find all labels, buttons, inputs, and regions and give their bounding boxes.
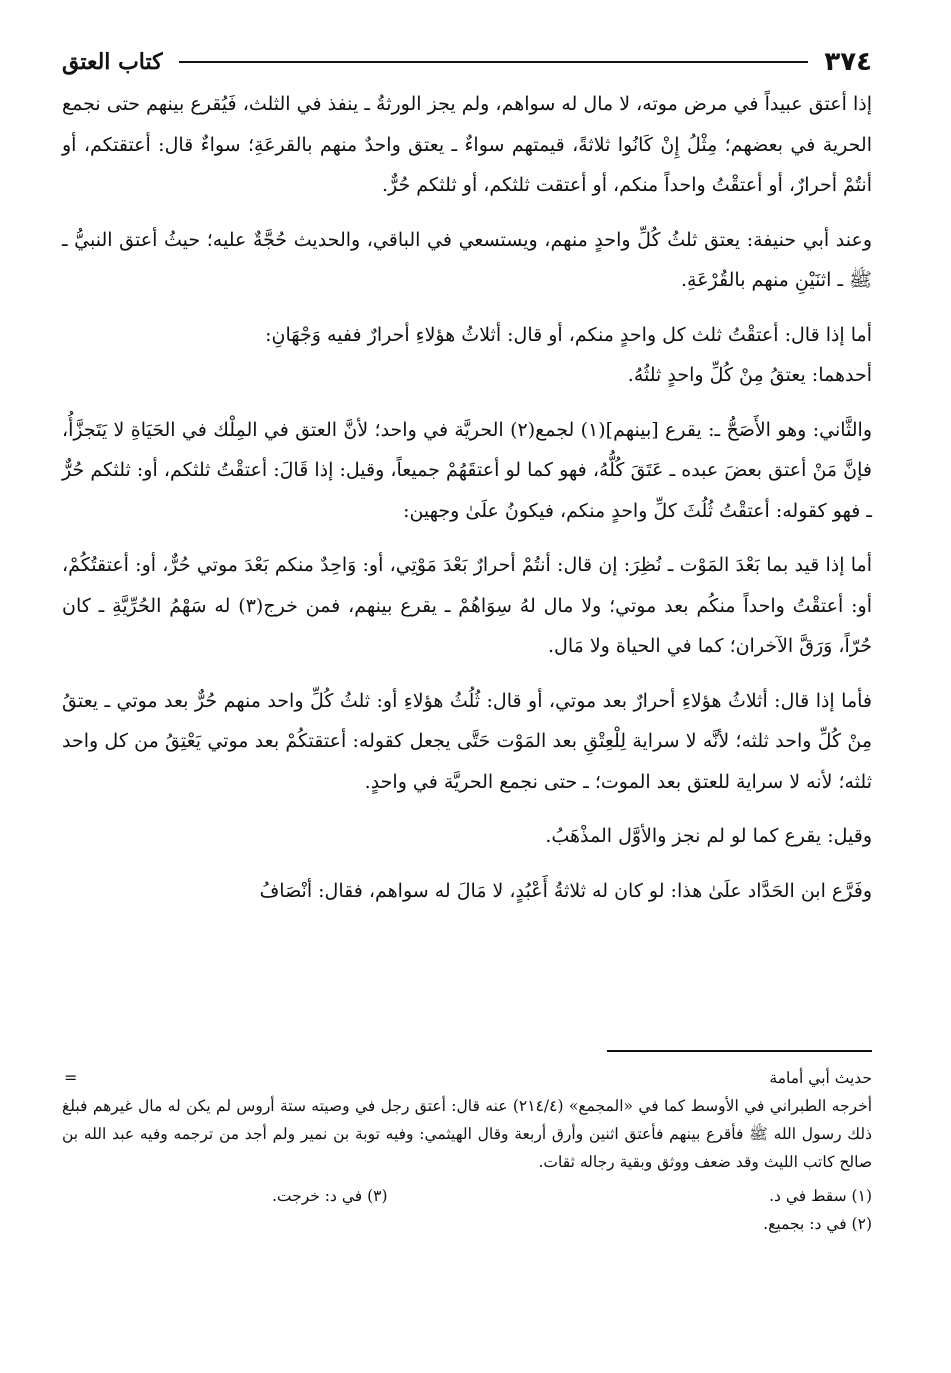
footnote-hadith-title: حديث أبي أمامة [769, 1069, 872, 1087]
paragraph-6: أما إذا قيد بما بَعْدَ المَوْت ـ نُظِرَ: إن قال: أنتُمْ أحرارٌ بَعْدَ مَوْتِي، أو: وَاحِدٌ منكم بَعْدَ موتي حُرٌّ، أو: أعتقتُكُمْ، أو: أعتقْتُ واحداً منكُم بعد موتي؛ ولا مال لهُ سِوَاهُمْ ـ يقرع بينهم، فمن خرج(٣) له سَهْمُ الحُرِّيَّةِ ـ كان حُرّاً، وَرَقَّ الآخران؛ كما في الحياة ولا مَال. [62, 554, 873, 657]
continuation-mark: = [64, 1068, 78, 1087]
footnote-3: (٣) في د: خرجت. [272, 1187, 388, 1205]
paragraph-8: وقيل: يقرع كما لو لم نجز والأوَّل المذْهَبُ. [545, 825, 872, 847]
page-number: ٣٧٤ [824, 47, 872, 77]
page-header [62, 40, 872, 84]
footnote-separator [607, 1050, 872, 1052]
paragraph-3: أما إذا قال: أعتقْتُ ثلث كل واحدٍ منكم، أو قال: أثلاثُ هؤلاءِ أحرارٌ ففيه وَجْهَانِ: [265, 323, 872, 346]
paragraph-7: فأما إذا قال: أثلاثُ هؤلاءِ أحرارٌ بعد موتي، أو قال: ثُلُثُ هؤلاءِ أو: ثلثُ كُلِّ واحد منهم حُرٌّ بعد موتي ـ يعتقُ مِنْ كُلِّ واحد ثلثه؛ لأنَّه لا سراية لِلْعِتْقِ بعد المَوْت حَتَّى يجعل كقوله: أعتقتكُمْ بعد موتي يَعْتِقُ من كل واحد ثلثه؛ لأنه لا سراية للعتق بعد الموت؛ ـ حتى نجمع الحريَّة في واحدٍ. [62, 689, 872, 793]
body-text [62, 84, 872, 911]
footnote-row [272, 1182, 872, 1210]
paragraph-2: وعند أبي حنيفة: يعتق ثلثُ كُلِّ واحدٍ منهم، ويستسعي في الباقي، والحديث حُجَّةٌ عليه؛ حيثُ أعتق النبيُّ ـ ﷺ ـ اثنَيْنِ منهم بالقُرْعَةِ. [62, 228, 872, 291]
paragraph-4: أحدهما: يعتقُ مِنْ كُلِّ واحدٍ ثلثُهُ. [627, 364, 872, 386]
paragraph-5: والثَّاني: وهو الأَصَحُّ ـ: يقرع [بينهم](١) لجمع(٢) الحريَّة في واحد؛ لأنَّ العتق في المِلْك في الحَيَاةِ لا يَتَجزَّأُ، فإنَّ مَنْ أعتق بعضَ عبده ـ عَتَقَ كُلُّهُ، فهو كما لو أعتقَهُمْ جميعاً، وقيل: إذا قَالَ: أعتقْتُ ثلثكم، أو: ثلثكم حُرٌّ ـ فهو كقوله: أعتقْتُ ثُلُثَ كلِّ واحدٍ منكم، فيكونُ علَىٰ وجهين: [62, 418, 872, 522]
footnote-2: (٢) في د: بجميع. [763, 1215, 872, 1233]
document-page [62, 40, 873, 1233]
footnotes [62, 1064, 872, 1238]
paragraph-9: وفَرَّع ابن الحَدَّاد علَىٰ هذا: لو كان له ثلاثةُ أَعْبُدٍ، لا مَالَ له سواهم، فقال: أنْصَافُ [259, 879, 872, 902]
footnote-1: (١) سقط في د. [769, 1187, 872, 1205]
footnote-hadith-text: أخرجه الطبراني في الأوسط كما في «المجمع» (٢١٤/٤) عنه قال: أعتق رجل في وصيته ستة أروس لم يكن له مال غيرهم فبلغ ذلك رسول الله ﷺ فأقرع بينهم فأعتق اثنين وأرق أربعة وقال الهيثمي: وفيه توبة بن نمير ولم أجد من ترجمه وفيه عبد الله بن صالح كاتب الليث وقد ضعف ووثق وبقية رجاله ثقات. [62, 1097, 873, 1171]
book-title: كتاب العتق [62, 49, 163, 75]
header-rule [179, 61, 809, 63]
paragraph-1: إذا أعتق عبيداً في مرض موته، لا مال له سواهم، ولم يجز الورثةُ ـ ينفذ في الثلث، فَيُقرع بينهم حتى نجمع الحرية في بعضهم؛ مِثْلُ إِنْ كَانُوا ثلاثةً، قيمتهم سواءٌ ـ يعتق واحدٌ منهم بالقرعَةِ؛ سواءٌ قال: أعتقتكم، أو أنتُمْ أحرارٌ، أو أعتقْتُ واحداً منكم، أو أعتقت ثلثكم، أو ثلثكم حُرٌّ. [62, 93, 872, 196]
